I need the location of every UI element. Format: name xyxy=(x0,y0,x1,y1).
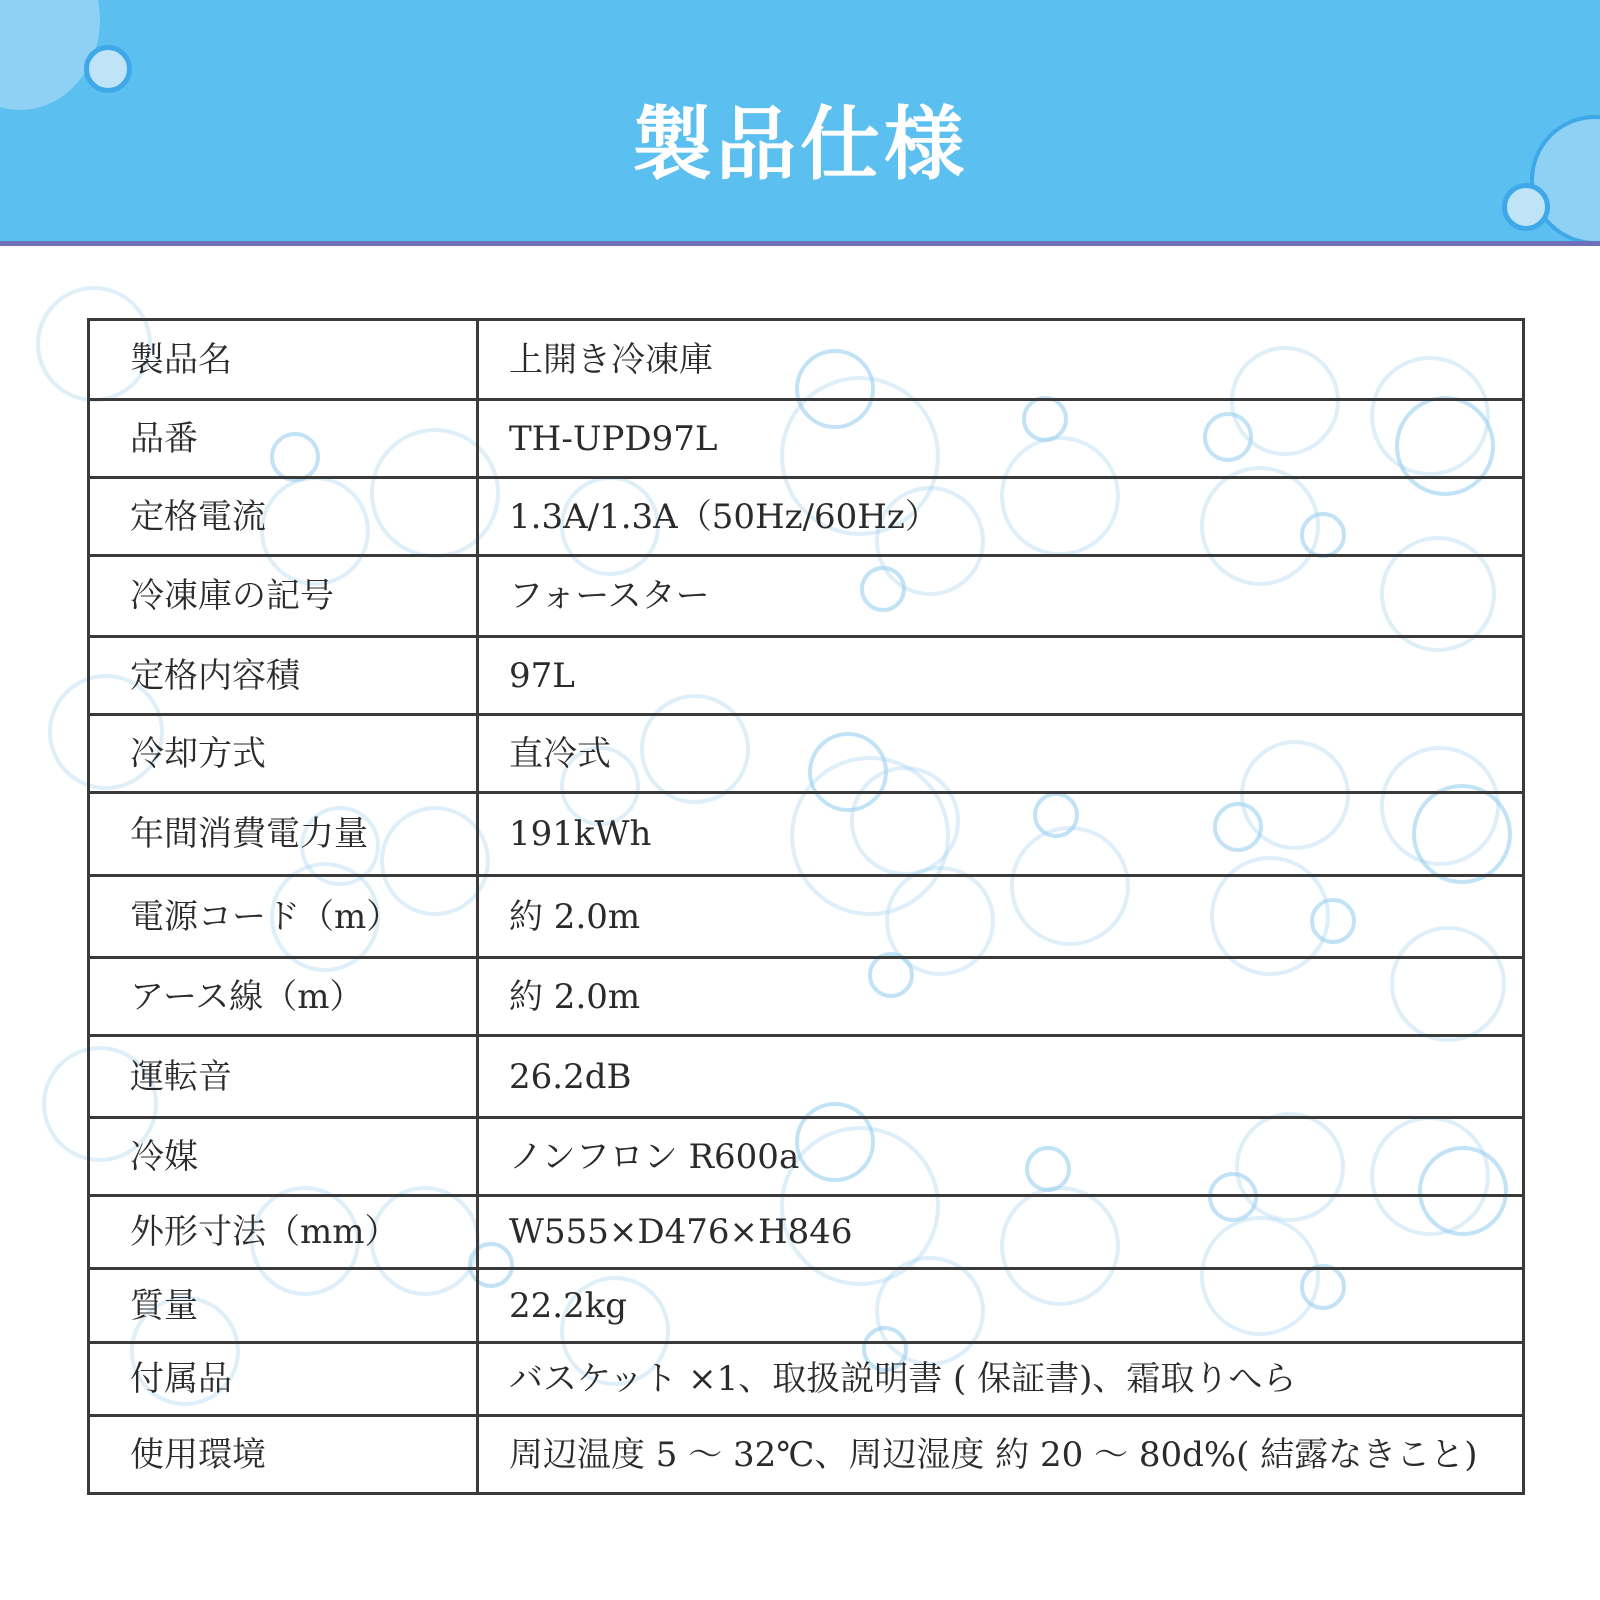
spec-table xyxy=(87,318,1525,1495)
spec-label: 品番 xyxy=(89,400,478,478)
spec-label: 使用環境 xyxy=(89,1416,478,1494)
spec-label: 外形寸法（mm） xyxy=(89,1196,478,1269)
spec-label: 冷凍庫の記号 xyxy=(89,556,478,637)
spec-label: アース線（m） xyxy=(89,958,478,1036)
table-row xyxy=(89,478,1524,556)
spec-value: フォースター xyxy=(478,556,1524,637)
table-row xyxy=(89,715,1524,793)
spec-label: 運転音 xyxy=(89,1036,478,1118)
table-row xyxy=(89,1196,1524,1269)
table-row xyxy=(89,876,1524,958)
spec-value: 周辺温度 5 ～ 32℃、周辺湿度 約 20 ～ 80d%( 結露なきこと) xyxy=(478,1416,1524,1494)
header-banner xyxy=(0,0,1600,246)
spec-value: 直冷式 xyxy=(478,715,1524,793)
spec-value: 上開き冷凍庫 xyxy=(478,320,1524,400)
spec-value: 約 2.0m xyxy=(478,876,1524,958)
spec-label: 年間消費電力量 xyxy=(89,793,478,876)
spec-label: 定格電流 xyxy=(89,478,478,556)
table-row xyxy=(89,1343,1524,1416)
table-row xyxy=(89,637,1524,715)
table-row xyxy=(89,1416,1524,1494)
table-row xyxy=(89,400,1524,478)
table-row xyxy=(89,1118,1524,1196)
spec-label: 製品名 xyxy=(89,320,478,400)
table-row xyxy=(89,556,1524,637)
spec-value: 191kWh xyxy=(478,793,1524,876)
spec-label: 冷却方式 xyxy=(89,715,478,793)
spec-value: 97L xyxy=(478,637,1524,715)
spec-value: 1.3A/1.3A（50Hz/60Hz） xyxy=(478,478,1524,556)
spec-value: バスケット ×1、取扱説明書 ( 保証書)、霜取りへら xyxy=(478,1343,1524,1416)
table-row xyxy=(89,793,1524,876)
table-row xyxy=(89,320,1524,400)
table-row xyxy=(89,1036,1524,1118)
spec-value: 約 2.0m xyxy=(478,958,1524,1036)
spec-label: 質量 xyxy=(89,1269,478,1343)
spec-label: 定格内容積 xyxy=(89,637,478,715)
spec-label: 冷媒 xyxy=(89,1118,478,1196)
spec-value: 22.2kg xyxy=(478,1269,1524,1343)
table-row xyxy=(89,1269,1524,1343)
spec-label: 電源コード（m） xyxy=(89,876,478,958)
table-row xyxy=(89,958,1524,1036)
spec-label: 付属品 xyxy=(89,1343,478,1416)
spec-value: 26.2dB xyxy=(478,1036,1524,1118)
spec-value: W555×D476×H846 xyxy=(478,1196,1524,1269)
spec-value: ノンフロン R600a xyxy=(478,1118,1524,1196)
page-title: 製品仕様 xyxy=(632,98,968,191)
spec-value: TH-UPD97L xyxy=(478,400,1524,478)
